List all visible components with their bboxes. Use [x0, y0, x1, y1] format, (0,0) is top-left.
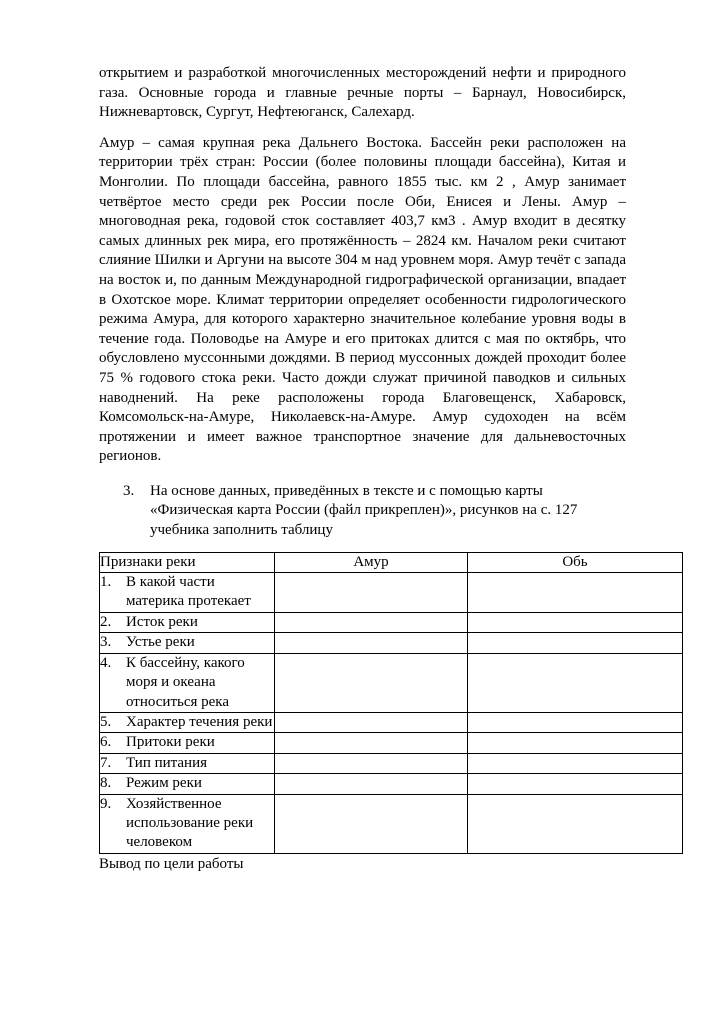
amur-value-cell[interactable] [275, 774, 468, 794]
amur-value-cell[interactable] [275, 653, 468, 712]
table-row [100, 733, 683, 753]
amur-value-cell[interactable] [275, 633, 468, 653]
amur-value-cell[interactable] [275, 712, 468, 732]
feature-cell [100, 712, 275, 732]
row-number: 1. [100, 574, 112, 591]
ob-value-cell[interactable] [468, 794, 683, 853]
ob-value-cell[interactable] [468, 653, 683, 712]
header-amur: Амур [275, 552, 468, 572]
feature-cell [100, 633, 275, 653]
row-label: К бассейну, какого моря и океана относиться река [126, 654, 245, 710]
feature-cell [100, 653, 275, 712]
ob-value-cell[interactable] [468, 573, 683, 613]
table-row [100, 653, 683, 712]
ob-value-cell[interactable] [468, 753, 683, 773]
ob-value-cell[interactable] [468, 733, 683, 753]
row-label: Притоки реки [126, 734, 215, 751]
table-row [100, 633, 683, 653]
row-number: 7. [100, 754, 112, 771]
feature-cell [100, 612, 275, 632]
row-label: Характер течения реки [126, 713, 273, 730]
header-river-features: Признаки реки [100, 552, 275, 572]
task-text: На основе данных, приведённых в тексте и с помощью карты «Физическая карта России (файл прикреплен)», рисунков на с. 127 учебника заполнить таблицу [150, 482, 578, 539]
feature-cell [100, 774, 275, 794]
table-header-row [100, 552, 683, 572]
amur-value-cell[interactable] [275, 794, 468, 853]
feature-cell [100, 794, 275, 853]
task-item-3 [123, 482, 628, 541]
amur-value-cell[interactable] [275, 573, 468, 613]
feature-cell [100, 733, 275, 753]
amur-value-cell[interactable] [275, 753, 468, 773]
ob-value-cell[interactable] [468, 774, 683, 794]
table-row [100, 573, 683, 613]
row-number: 5. [100, 713, 112, 730]
row-number: 2. [100, 613, 112, 630]
task-number: 3. [123, 482, 135, 499]
row-number: 3. [100, 634, 112, 651]
row-number: 8. [100, 775, 112, 792]
row-label: Устье реки [126, 634, 195, 651]
row-label: Тип питания [126, 754, 207, 771]
conclusion-label: Вывод по цели работы [99, 855, 244, 872]
table-row [100, 794, 683, 853]
table-row [100, 753, 683, 773]
table-row [100, 774, 683, 794]
rivers-comparison-table [99, 552, 683, 854]
row-label: Режим реки [126, 775, 202, 792]
feature-cell [100, 573, 275, 613]
row-number: 9. [100, 795, 112, 812]
table-row [100, 712, 683, 732]
ob-value-cell[interactable] [468, 612, 683, 632]
paragraph-ob-rivers: открытием и разработкой многочисленных месторождений нефти и природного газа. Основные города и главные речные порты – Барнаул, Новосибирск, Нижневартовск, Сургут, Нефтеюганск, Салехард. [99, 65, 626, 121]
header-ob: Обь [468, 552, 683, 572]
amur-value-cell[interactable] [275, 733, 468, 753]
table-row [100, 612, 683, 632]
ob-value-cell[interactable] [468, 712, 683, 732]
feature-cell [100, 753, 275, 773]
ob-value-cell[interactable] [468, 633, 683, 653]
row-number: 4. [100, 654, 112, 671]
amur-value-cell[interactable] [275, 612, 468, 632]
paragraph-amur-description: Амур – самая крупная река Дальнего Востока. Бассейн реки расположен на территории трёх стран: России (более половины площади бассейна), Китая и Монголии. По площади бассейна, равного 1855 тыс. км 2 , Амур занимает четвёртое место среди рек России после Оби, Енисея и Лены. Амур – многоводная река, годовой сток составляет 403,7 км3 . Амур входит в десятку самых длинных рек мира, его протяжённость – 2824 км. Началом реки считают слияние Шилки и Аргуни на высоте 304 м над уровнем моря. Амур течёт с запада на восток и, по данным Международной гидрографической организации, впадает в Охотское море. Климат территории определяет особенности гидрологического режима Амура, для которого характерно значительное колебание уровня воды в течение года. Половодье на Амуре и его притоках длится с мая по октябрь, что обусловлено муссонными дождями. В период муссонных дождей проходит более 75 % годового стока реки. Часто дожди служат причиной паводков и сильных наводнений. На реке расположены города Благовещенск, Хабаровск, Комсомольск-на-Амуре, Николаевск-на-Амуре. Амур судоходен на всём протяжении и имеет важное транспортное значение для дальневосточных регионов. [99, 134, 626, 465]
row-label: Исток реки [126, 613, 198, 630]
row-label: В какой части материка протекает [126, 574, 251, 610]
row-number: 6. [100, 734, 112, 751]
row-label: Хозяйственное использование реки человеком [126, 795, 254, 851]
